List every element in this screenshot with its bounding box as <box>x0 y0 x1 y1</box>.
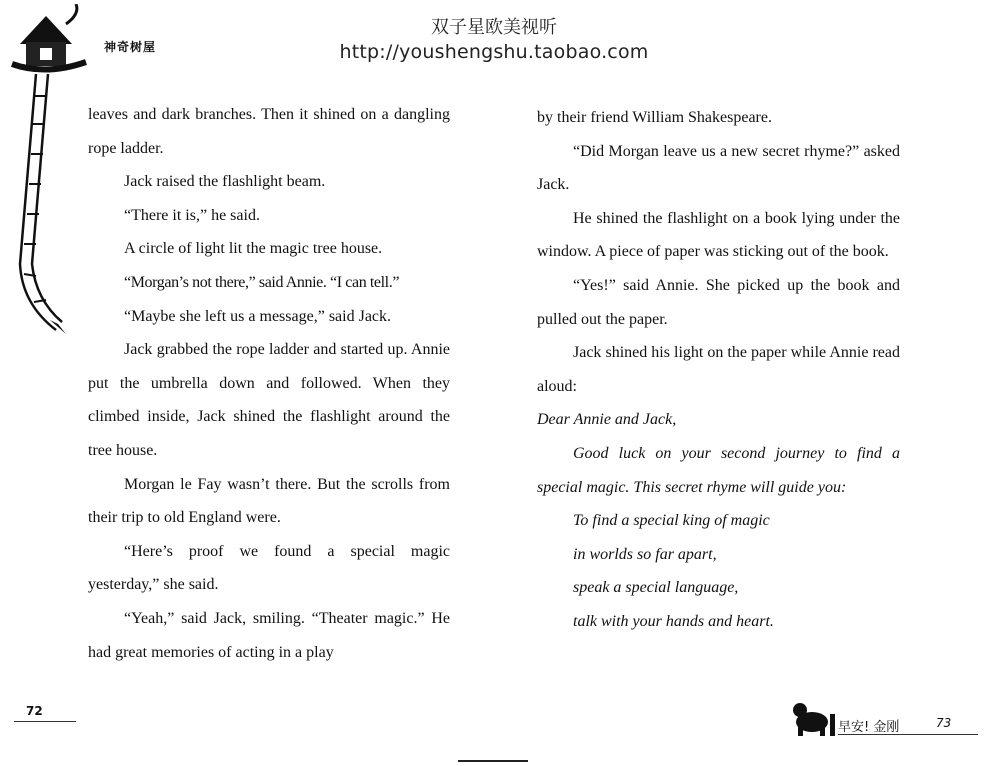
paragraph: “Maybe she left us a message,” said Jack. <box>124 307 392 325</box>
rhyme-line: in worlds so far apart, <box>573 545 717 563</box>
series-logo-text: 神奇树屋 <box>104 40 157 54</box>
paragraph: “Yeah,” said Jack, smiling. “Theater magic.” He had great memories of acting in a play <box>88 609 450 661</box>
page-divider-mark <box>458 760 528 766</box>
letter-salutation: Dear Annie and Jack, <box>537 411 677 429</box>
paragraph: Jack shined his light on the paper while Annie read aloud: <box>537 344 900 395</box>
paragraph: “Yes!” said Annie. She picked up the book and pulled out the paper. <box>537 276 900 328</box>
paragraph: He shined the flashlight on a book lying under the window. A piece of paper was sticking out of the book. <box>537 209 900 261</box>
paragraph: Jack grabbed the rope ladder and started up. Annie put the umbrella down and followed. When they climbed inside, Jack shined the flashlight around the tree house. <box>88 341 450 459</box>
footer-rule-left <box>14 721 76 722</box>
paragraph: by their friend William Shakespeare. <box>537 109 772 126</box>
rhyme-line: speak a special language, <box>573 579 739 597</box>
rhyme-line: To find a special king of magic <box>573 512 770 530</box>
rhyme-line: talk with your hands and heart. <box>573 612 774 630</box>
paragraph: “Morgan’s not there,” said Annie. “I can tell.” <box>124 273 400 291</box>
paragraph: Morgan le Fay wasn’t there. But the scrolls from their trip to old England were. <box>88 475 450 527</box>
watermark-url: http://youshengshu.taobao.com <box>339 41 649 63</box>
page-number-left: 72 <box>26 704 43 718</box>
gorilla-icon <box>790 700 836 741</box>
paragraph: A circle of light lit the magic tree house. <box>124 240 383 258</box>
page-number-right: 73 <box>936 716 952 730</box>
watermark-title: 双子星欧美视听 <box>431 17 557 38</box>
left-page-text <box>88 98 450 669</box>
paragraph: “There it is,” he said. <box>124 206 260 224</box>
footer-title: 早安! 金刚 <box>838 720 900 735</box>
paragraph: “Did Morgan leave us a new secret rhyme?” asked Jack. <box>537 142 900 194</box>
right-page-text <box>537 101 900 639</box>
footer-right <box>790 700 980 740</box>
footer-rule-right <box>838 734 978 735</box>
paragraph: “Here’s proof we found a special magic yesterday,” she said. <box>88 542 450 594</box>
letter-body: Good luck on your second journey to find a special magic. This secret rhyme will guide you: <box>537 444 900 496</box>
paragraph: Jack raised the flashlight beam. <box>124 173 326 191</box>
paragraph: leaves and dark branches. Then it shined on a dangling rope ladder. <box>88 106 450 157</box>
